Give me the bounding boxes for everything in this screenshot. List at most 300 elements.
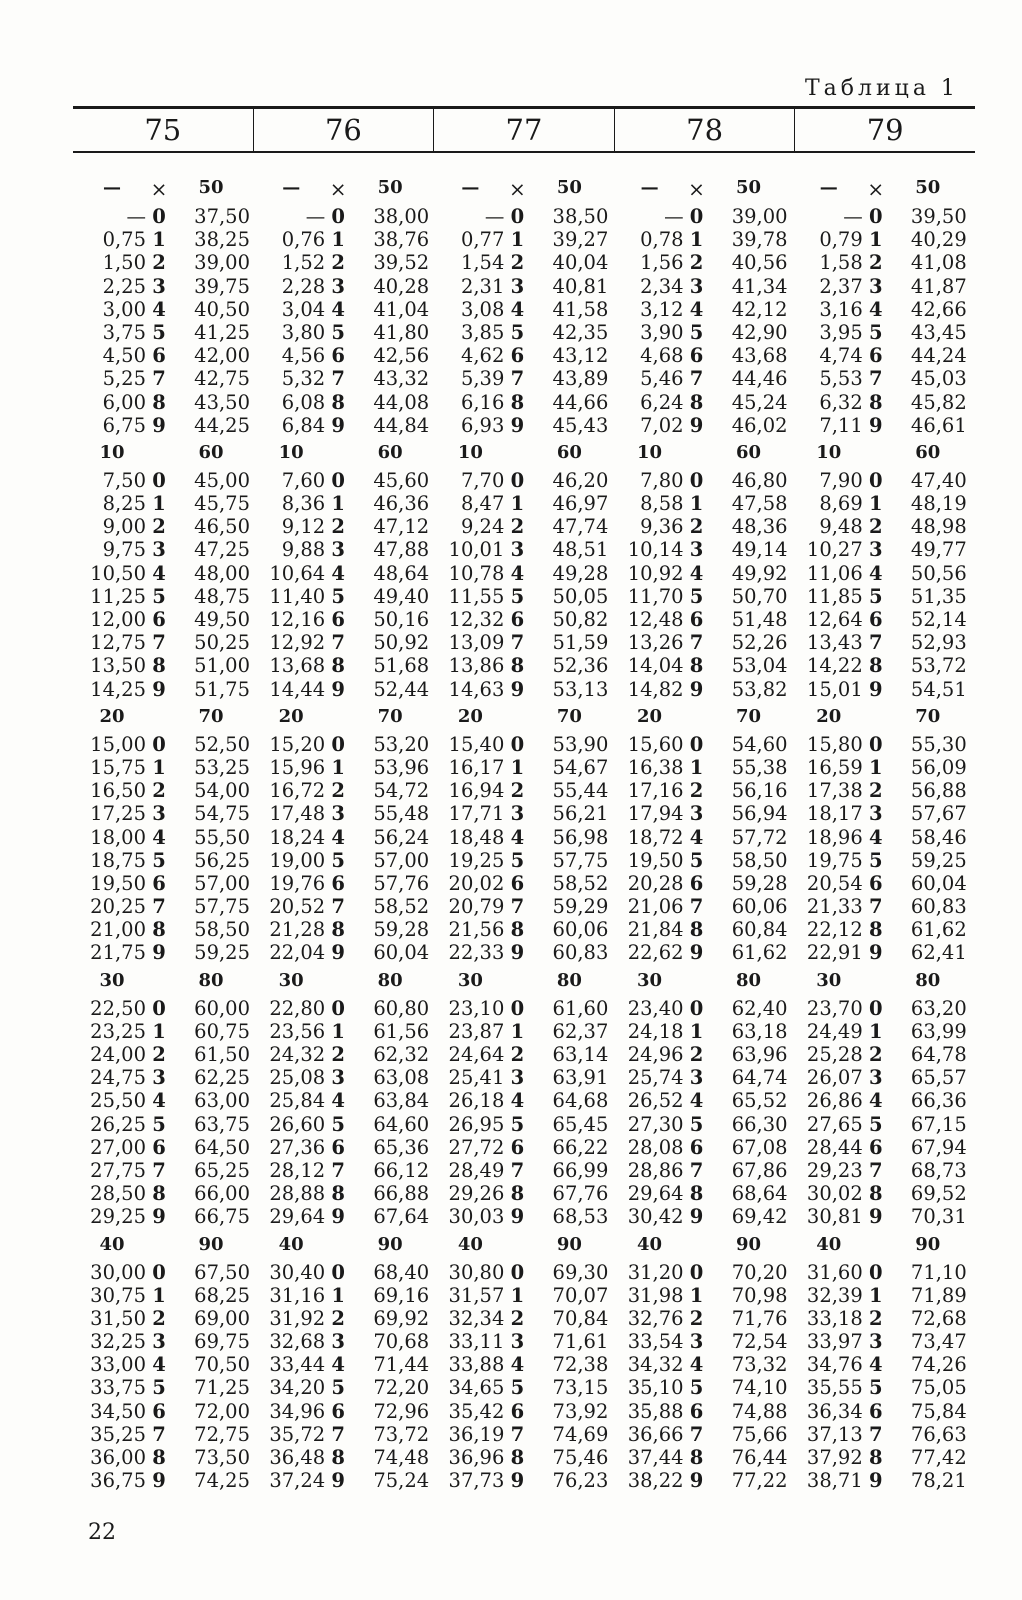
- units-digit: 3: [689, 538, 704, 562]
- row-group: [795, 321, 974, 344]
- units-digit: 7: [689, 367, 704, 391]
- right-value: 59,29: [552, 895, 609, 919]
- left-value: 26,25: [90, 1112, 146, 1136]
- right-tens-label: 90: [556, 1234, 582, 1255]
- row-group: [436, 205, 615, 228]
- units-digit: 4: [868, 1089, 883, 1113]
- row-group: [78, 608, 257, 631]
- units-digit: 1: [331, 492, 345, 516]
- row-group: [257, 826, 436, 849]
- row-group: [78, 1469, 257, 1492]
- units-digit: 0: [689, 732, 704, 756]
- units-digit: 0: [510, 468, 525, 492]
- right-value: 58,46: [910, 825, 967, 849]
- units-digit: 5: [331, 1112, 345, 1136]
- units-digit: 6: [152, 1135, 166, 1159]
- left-value: 21,56: [448, 918, 505, 942]
- table-row: [78, 997, 974, 1020]
- units-digit: 1: [331, 1283, 345, 1307]
- row-group: [436, 538, 615, 561]
- right-value: 56,21: [552, 802, 609, 826]
- right-value: 45,03: [910, 367, 967, 391]
- right-value: 54,67: [552, 755, 609, 779]
- left-value: 9,48: [819, 515, 863, 539]
- left-value: 23,70: [806, 996, 863, 1020]
- units-digit: 0: [868, 996, 883, 1020]
- left-value: 23,56: [269, 1019, 326, 1043]
- row-group: [78, 367, 257, 390]
- right-value: 64,74: [731, 1066, 788, 1090]
- left-value: —: [305, 205, 326, 228]
- units-digit: 6: [331, 608, 345, 631]
- right-value: 72,75: [194, 1422, 250, 1446]
- left-value: 16,17: [448, 755, 505, 779]
- row-group: [795, 1284, 974, 1307]
- units-digit: 4: [510, 1353, 525, 1377]
- right-value: 70,20: [731, 1260, 788, 1284]
- row-group: [257, 228, 436, 251]
- right-value: 52,50: [194, 732, 250, 756]
- left-value: 31,50: [90, 1306, 146, 1330]
- subheader-group: [257, 1234, 436, 1255]
- right-tens-label: 60: [915, 442, 941, 464]
- left-value: 29,25: [90, 1205, 146, 1229]
- left-value: 31,20: [627, 1260, 684, 1284]
- left-tens-label: 10: [278, 442, 304, 464]
- left-value: 8,36: [281, 492, 326, 516]
- right-value: 44,46: [731, 367, 788, 391]
- row-group: [795, 941, 974, 964]
- right-value: 49,50: [194, 608, 250, 631]
- units-digit: 3: [152, 802, 166, 826]
- units-digit: 4: [152, 825, 166, 849]
- right-value: 74,48: [373, 1446, 430, 1469]
- right-value: 43,50: [194, 390, 250, 414]
- right-value: 63,18: [731, 1019, 788, 1043]
- right-value: 39,00: [731, 205, 788, 228]
- units-digit: 3: [510, 1330, 525, 1354]
- left-tens-label: 10: [457, 442, 483, 464]
- left-value: 10,92: [627, 561, 684, 585]
- row-group: [616, 895, 795, 918]
- units-digit: 2: [152, 1043, 166, 1066]
- units-digit: 3: [868, 802, 883, 826]
- left-value: 18,24: [269, 825, 326, 849]
- left-value: 33,18: [806, 1306, 863, 1330]
- right-value: 66,22: [552, 1135, 609, 1159]
- row-group: [616, 515, 795, 538]
- left-value: 14,25: [90, 677, 146, 701]
- units-digit: 6: [331, 1399, 345, 1423]
- right-value: 43,45: [910, 320, 967, 344]
- units-digit: 1: [689, 755, 704, 779]
- right-tens-label: 50: [736, 177, 762, 198]
- left-value: 3,12: [640, 297, 684, 321]
- left-value: 36,00: [90, 1446, 146, 1469]
- units-digit: 5: [868, 1112, 883, 1136]
- right-value: 45,82: [910, 390, 967, 414]
- right-value: 66,75: [194, 1205, 250, 1229]
- units-digit: 5: [510, 320, 525, 344]
- units-digit: 9: [868, 1205, 883, 1229]
- left-value: 25,28: [806, 1043, 863, 1066]
- row-group: [436, 756, 615, 779]
- units-digit: 3: [331, 1066, 345, 1090]
- left-value: 29,26: [448, 1182, 505, 1206]
- left-value: 38,22: [627, 1469, 684, 1493]
- subheader-group: [78, 706, 257, 727]
- units-digit: 7: [510, 1422, 525, 1446]
- right-value: 51,68: [373, 654, 430, 678]
- table-row: [78, 515, 974, 538]
- left-value: 33,75: [90, 1376, 146, 1400]
- row-group: [78, 872, 257, 895]
- subheader-group: [616, 442, 795, 463]
- units-digit: 5: [868, 1376, 883, 1400]
- table-row: [78, 1113, 974, 1136]
- units-digit: 6: [152, 608, 166, 631]
- table-row: [78, 1182, 974, 1205]
- units-digit: 0: [689, 205, 704, 228]
- left-value: 13,26: [627, 631, 684, 655]
- row-group: [78, 414, 257, 437]
- right-value: 47,58: [731, 492, 788, 516]
- units-digit: 9: [331, 1469, 345, 1493]
- row-group: [257, 631, 436, 654]
- left-value: 0,77: [460, 228, 505, 252]
- left-value: 27,65: [806, 1112, 863, 1136]
- right-value: 69,16: [373, 1283, 430, 1307]
- left-tens-label: 40: [816, 1234, 842, 1255]
- right-value: 54,72: [373, 779, 430, 803]
- left-tens-label: 10: [99, 442, 125, 464]
- row-group: [257, 849, 436, 872]
- units-digit: 8: [689, 918, 704, 942]
- units-digit: 0: [152, 732, 166, 756]
- units-digit: 5: [510, 1112, 525, 1136]
- row-group: [795, 654, 974, 677]
- right-value: 66,99: [552, 1158, 609, 1182]
- units-digit: 3: [510, 538, 525, 562]
- row-group: [78, 654, 257, 677]
- right-value: 72,00: [194, 1399, 250, 1423]
- units-digit: 1: [510, 1283, 525, 1307]
- table-row: [78, 631, 974, 654]
- right-value: 47,74: [552, 515, 609, 539]
- right-value: 45,75: [194, 492, 250, 516]
- left-value: 10,14: [627, 538, 684, 562]
- multiply-sign-icon: [504, 970, 530, 991]
- units-digit: 2: [152, 251, 166, 275]
- units-digit: 1: [152, 1019, 166, 1043]
- row-group: [795, 756, 974, 779]
- right-value: 71,25: [194, 1376, 250, 1400]
- right-value: 49,92: [731, 561, 788, 585]
- units-digit: 8: [152, 1182, 166, 1206]
- table-row: [78, 1089, 974, 1112]
- left-value: 30,42: [627, 1205, 684, 1229]
- left-value: 16,38: [627, 755, 684, 779]
- row-group: [795, 1307, 974, 1330]
- left-value: 11,40: [269, 584, 326, 608]
- block-subheader: [78, 437, 974, 469]
- row-group: [795, 205, 974, 228]
- right-value: 60,04: [910, 871, 967, 895]
- left-value: 14,22: [806, 654, 863, 678]
- row-group: [257, 585, 436, 608]
- row-group: [78, 469, 257, 492]
- units-digit: 2: [868, 1306, 883, 1330]
- row-group: [795, 1261, 974, 1284]
- units-digit: 6: [152, 871, 166, 895]
- table-row: [78, 895, 974, 918]
- left-value: 13,68: [269, 654, 326, 678]
- right-value: 71,10: [910, 1260, 967, 1284]
- row-group: [436, 275, 615, 298]
- right-value: 50,70: [731, 584, 788, 608]
- row-group: [436, 1423, 615, 1446]
- right-value: 48,98: [910, 515, 967, 539]
- multiply-sign-icon: [325, 970, 351, 991]
- table-row: [78, 802, 974, 825]
- table-row: [78, 1469, 974, 1492]
- left-value: 34,32: [627, 1353, 684, 1377]
- left-tens-label: 40: [637, 1234, 663, 1255]
- units-digit: 2: [868, 251, 883, 275]
- units-digit: 0: [868, 205, 883, 228]
- right-value: 55,48: [373, 802, 430, 826]
- row-group: [78, 941, 257, 964]
- right-value: 65,25: [194, 1158, 250, 1182]
- left-tens-label: 40: [99, 1234, 125, 1255]
- table-row: [78, 538, 974, 561]
- right-tens-label: 60: [556, 442, 582, 464]
- right-value: 73,92: [552, 1399, 609, 1423]
- right-value: 61,62: [731, 941, 788, 965]
- row-group: [616, 1353, 795, 1376]
- left-value: 35,55: [806, 1376, 863, 1400]
- units-digit: 4: [689, 825, 704, 849]
- units-digit: 7: [331, 1158, 345, 1182]
- left-value: 24,49: [806, 1019, 863, 1043]
- left-value: 27,36: [269, 1135, 326, 1159]
- table-row: [78, 1205, 974, 1228]
- units-digit: 9: [510, 1469, 525, 1493]
- left-value: 33,44: [269, 1353, 326, 1377]
- left-value: 22,91: [806, 941, 863, 965]
- right-tens-label: 80: [915, 970, 941, 992]
- row-group: [616, 321, 795, 344]
- left-value: 7,80: [640, 468, 684, 492]
- units-digit: 1: [868, 492, 883, 516]
- units-digit: 6: [689, 608, 704, 631]
- row-group: [616, 1043, 795, 1066]
- left-value: 15,75: [90, 755, 146, 779]
- units-digit: 8: [510, 1182, 525, 1206]
- right-value: 57,75: [552, 848, 609, 872]
- right-value: 60,84: [731, 918, 788, 942]
- left-value: 16,94: [448, 779, 505, 803]
- units-digit: 6: [152, 344, 166, 368]
- table-row: [78, 1136, 974, 1159]
- left-value: 35,25: [90, 1422, 146, 1446]
- units-digit: 5: [689, 1112, 704, 1136]
- right-value: 74,26: [910, 1353, 967, 1377]
- left-value: 31,60: [806, 1260, 863, 1284]
- block-subheader: [78, 1229, 974, 1261]
- units-digit: 8: [510, 654, 525, 678]
- row-group: [257, 391, 436, 414]
- right-value: 49,77: [910, 538, 967, 562]
- right-value: 62,37: [552, 1019, 609, 1043]
- row-group: [795, 251, 974, 274]
- row-group: [795, 275, 974, 298]
- row-group: [257, 1400, 436, 1423]
- units-digit: 4: [868, 297, 883, 321]
- left-value: 10,50: [90, 561, 146, 585]
- row-group: [436, 678, 615, 701]
- right-value: 71,61: [552, 1330, 609, 1354]
- row-group: [616, 1261, 795, 1284]
- units-digit: 7: [331, 367, 345, 391]
- units-digit: 1: [152, 1283, 166, 1307]
- row-group: [616, 631, 795, 654]
- right-tens-label: 70: [556, 706, 582, 728]
- right-value: 69,75: [194, 1330, 250, 1354]
- right-value: 49,28: [552, 561, 609, 585]
- left-value: 2,25: [102, 274, 146, 298]
- block-subheader: [78, 965, 974, 997]
- units-digit: 3: [331, 538, 345, 562]
- right-value: 56,25: [194, 848, 250, 872]
- left-value: 10,01: [448, 538, 505, 562]
- left-value: 1,54: [460, 251, 505, 275]
- units-digit: 3: [868, 1330, 883, 1354]
- right-value: 63,99: [910, 1019, 967, 1043]
- left-value: 18,96: [806, 825, 863, 849]
- left-value: 26,07: [806, 1066, 863, 1090]
- units-digit: 7: [152, 367, 166, 391]
- units-digit: 1: [510, 1019, 525, 1043]
- right-value: 40,50: [194, 297, 250, 321]
- right-value: 63,00: [194, 1089, 250, 1113]
- units-digit: 5: [689, 584, 704, 608]
- units-digit: 7: [152, 1158, 166, 1182]
- row-group: [436, 1400, 615, 1423]
- left-value: 5,25: [102, 367, 146, 391]
- row-group: [795, 1469, 974, 1492]
- units-digit: 3: [510, 1066, 525, 1090]
- units-digit: 4: [868, 825, 883, 849]
- right-value: 75,05: [910, 1376, 967, 1400]
- right-value: 50,56: [910, 561, 967, 585]
- units-digit: 0: [152, 468, 166, 492]
- right-value: 78,21: [910, 1469, 967, 1493]
- left-value: 27,75: [90, 1158, 146, 1182]
- row-group: [257, 251, 436, 274]
- left-value: 35,72: [269, 1422, 326, 1446]
- left-value: 1,58: [819, 251, 863, 275]
- right-value: 56,24: [373, 825, 430, 849]
- row-group: [795, 1423, 974, 1446]
- right-value: 42,00: [194, 344, 250, 368]
- right-value: 44,08: [373, 390, 430, 414]
- left-value: 6,93: [460, 413, 505, 437]
- right-value: 51,35: [910, 584, 967, 608]
- right-value: 54,00: [194, 779, 250, 803]
- multiply-sign-icon: ×: [150, 177, 168, 201]
- left-value: 31,57: [448, 1283, 505, 1307]
- row-group: [436, 918, 615, 941]
- right-value: 39,50: [910, 205, 967, 228]
- right-value: 65,36: [373, 1135, 430, 1159]
- multiply-sign-icon: [863, 970, 889, 991]
- row-group: [795, 895, 974, 918]
- row-group: [257, 1066, 436, 1089]
- right-value: 70,31: [910, 1205, 967, 1229]
- right-value: 56,98: [552, 825, 609, 849]
- left-value: 8,58: [640, 492, 684, 516]
- units-digit: 7: [868, 1422, 883, 1446]
- left-value: 9,24: [460, 515, 505, 539]
- row-group: [616, 1205, 795, 1228]
- left-value: 35,88: [627, 1399, 684, 1423]
- left-value: 14,04: [627, 654, 684, 678]
- left-value: 25,08: [269, 1066, 326, 1090]
- units-digit: 6: [152, 1399, 166, 1423]
- right-value: 57,76: [373, 871, 430, 895]
- units-digit: 2: [689, 1306, 704, 1330]
- left-value: 0,78: [640, 228, 684, 252]
- right-value: 45,60: [373, 468, 430, 492]
- left-value: 6,08: [281, 390, 326, 414]
- right-value: 46,80: [731, 468, 788, 492]
- table-row: [78, 391, 974, 414]
- units-digit: 4: [689, 1353, 704, 1377]
- right-tens-label: 50: [198, 177, 224, 198]
- units-digit: 0: [689, 996, 704, 1020]
- right-value: 51,00: [194, 654, 250, 678]
- subheader-group: [616, 706, 795, 727]
- row-group: [257, 344, 436, 367]
- units-digit: 7: [510, 367, 525, 391]
- multiply-sign-icon: [504, 442, 530, 463]
- right-value: 67,08: [731, 1135, 788, 1159]
- row-group: [795, 367, 974, 390]
- right-value: 77,22: [731, 1469, 788, 1493]
- right-value: 51,75: [194, 677, 250, 701]
- right-value: 53,96: [373, 755, 430, 779]
- right-value: 72,20: [373, 1376, 430, 1400]
- left-value: 23,40: [627, 996, 684, 1020]
- left-value: 18,48: [448, 825, 505, 849]
- units-digit: 0: [868, 732, 883, 756]
- left-value: 25,84: [269, 1089, 326, 1113]
- subheader-group: [257, 970, 436, 991]
- left-value: 25,50: [90, 1089, 146, 1113]
- units-digit: 9: [331, 1205, 345, 1229]
- right-value: 64,78: [910, 1043, 967, 1066]
- row-group: [78, 1020, 257, 1043]
- units-digit: 3: [331, 274, 345, 298]
- units-digit: 5: [152, 320, 166, 344]
- table-row: [78, 1353, 974, 1376]
- units-digit: 8: [152, 918, 166, 942]
- left-value: 11,06: [806, 561, 863, 585]
- right-value: 60,00: [194, 996, 250, 1020]
- row-group: [436, 1330, 615, 1353]
- right-tens-label: 70: [736, 706, 762, 728]
